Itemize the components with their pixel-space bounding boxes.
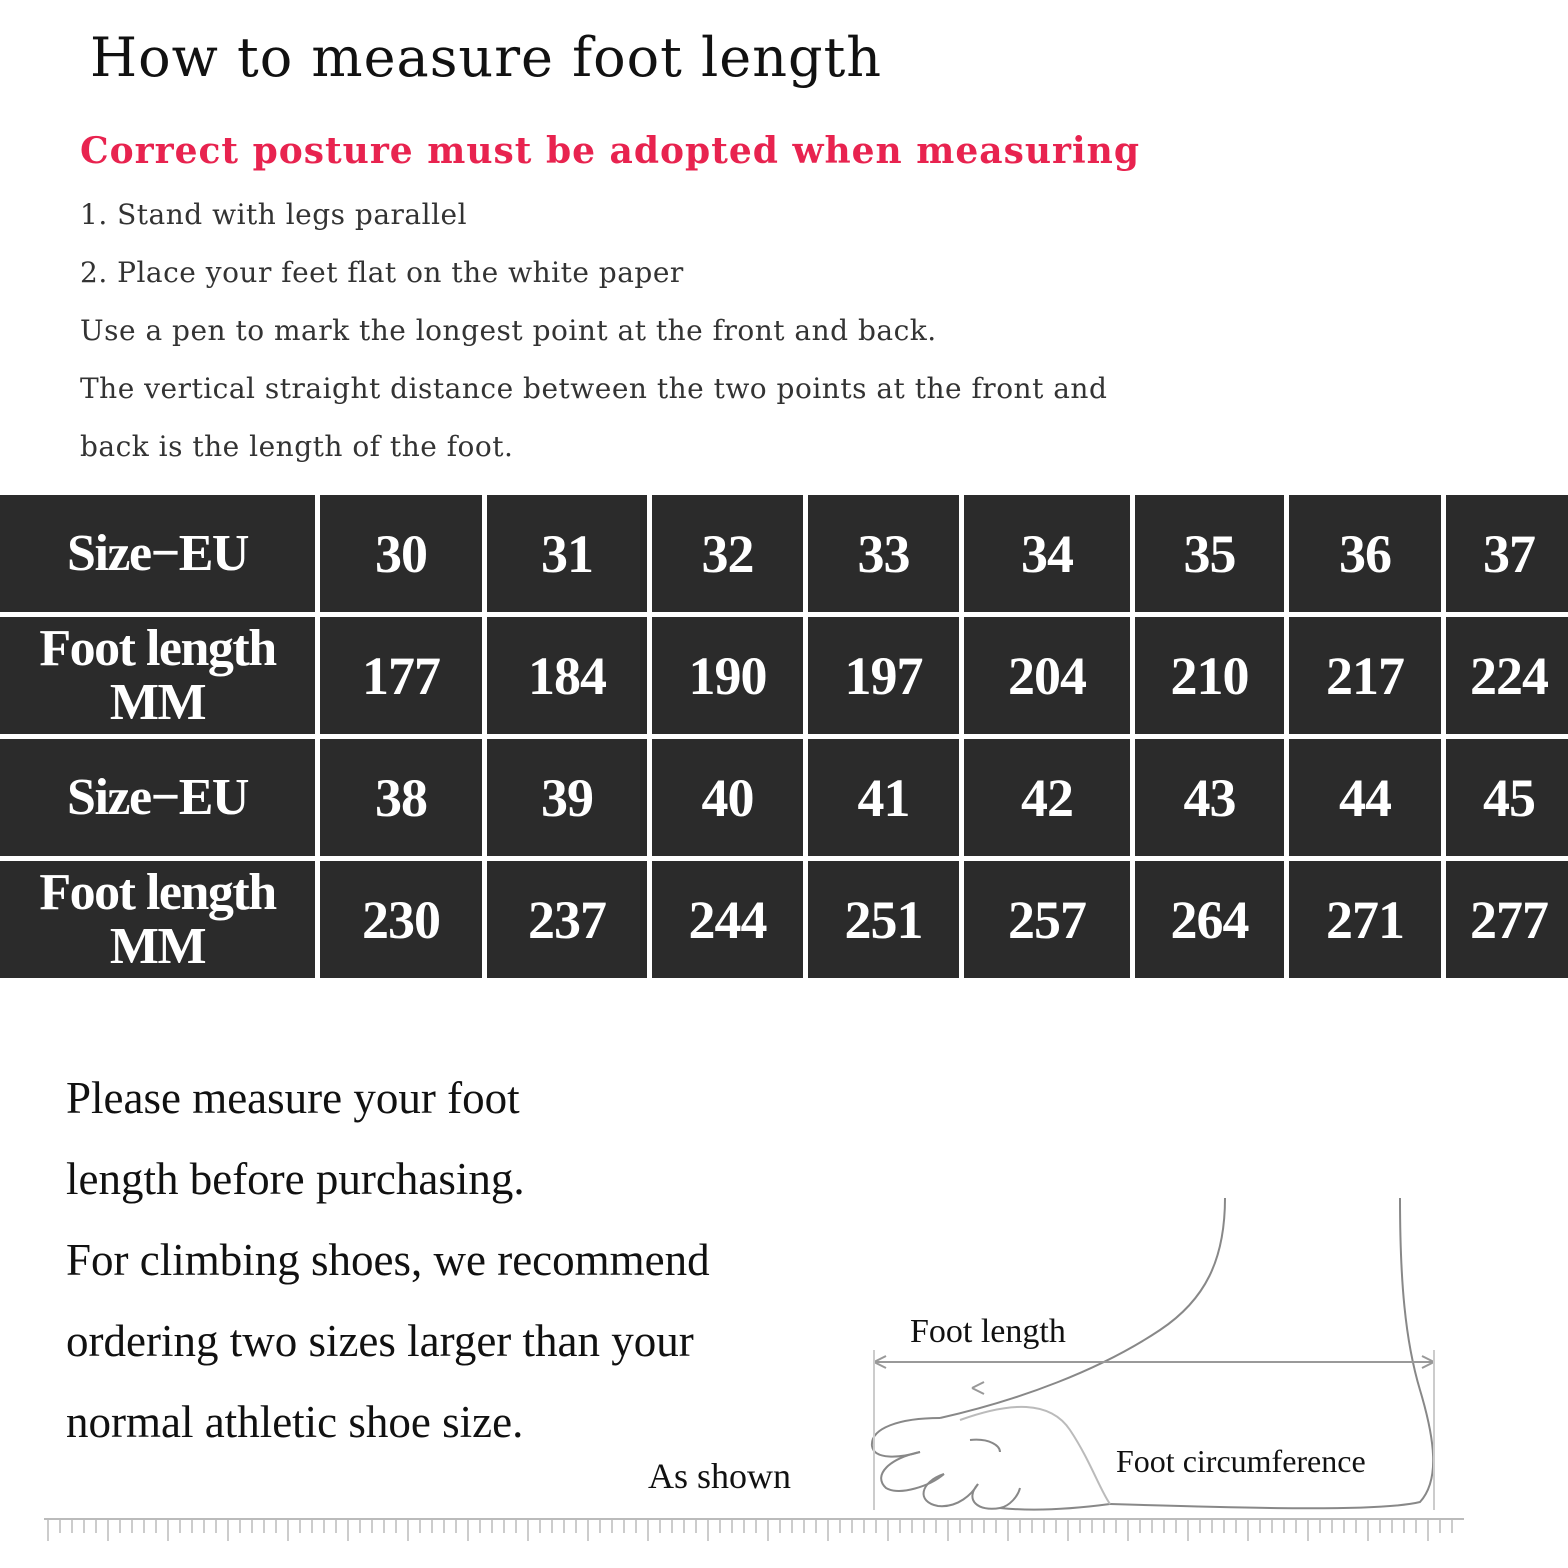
size-cell: 33 bbox=[808, 495, 959, 612]
note-line-3: For climbing shoes, we recommend bbox=[66, 1235, 710, 1285]
length-cell: 244 bbox=[652, 861, 803, 978]
size-row-2 bbox=[0, 739, 1568, 856]
length-row-2 bbox=[0, 861, 1568, 978]
length-cell: 177 bbox=[320, 617, 482, 734]
note-line-2: length before purchasing. bbox=[66, 1154, 525, 1204]
size-cell: 35 bbox=[1135, 495, 1284, 612]
length-cell: 271 bbox=[1289, 861, 1441, 978]
size-eu-label: Size−EU bbox=[0, 739, 315, 856]
size-eu-label: Size−EU bbox=[0, 495, 315, 612]
length-cell: 264 bbox=[1135, 861, 1284, 978]
foot-length-label-line2: MM bbox=[109, 917, 206, 975]
length-cell: 184 bbox=[487, 617, 647, 734]
foot-length-diagram-label: Foot length bbox=[910, 1313, 1066, 1350]
size-cell: 42 bbox=[964, 739, 1130, 856]
size-cell: 34 bbox=[964, 495, 1130, 612]
length-cell: 217 bbox=[1289, 617, 1441, 734]
size-cell: 45 bbox=[1446, 739, 1568, 856]
ruler-graphic bbox=[44, 1505, 1464, 1545]
foot-circumference-label: Foot circumference bbox=[1116, 1443, 1366, 1479]
length-cell: 237 bbox=[487, 861, 647, 978]
size-row-1 bbox=[0, 495, 1568, 612]
length-row-1 bbox=[0, 617, 1568, 734]
size-cell: 39 bbox=[487, 739, 647, 856]
length-cell: 197 bbox=[808, 617, 959, 734]
step-4: The vertical straight distance between the two points at the front and bbox=[80, 372, 1108, 405]
foot-length-label-line1: Foot length bbox=[39, 619, 276, 677]
length-cell: 204 bbox=[964, 617, 1130, 734]
size-cell: 43 bbox=[1135, 739, 1284, 856]
size-cell: 38 bbox=[320, 739, 482, 856]
foot-length-label-line2: MM bbox=[109, 673, 206, 731]
step-5: back is the length of the foot. bbox=[80, 430, 514, 463]
foot-length-label-line1: Foot length bbox=[39, 863, 276, 921]
foot-length-label bbox=[0, 617, 315, 734]
size-chart-table bbox=[0, 490, 1568, 983]
length-cell: 230 bbox=[320, 861, 482, 978]
size-cell: 41 bbox=[808, 739, 959, 856]
note-line-4: ordering two sizes larger than your bbox=[66, 1316, 694, 1366]
size-cell: 30 bbox=[320, 495, 482, 612]
step-2: 2. Place your feet flat on the white paper bbox=[80, 256, 684, 289]
note-line-5: normal athletic shoe size. bbox=[66, 1397, 524, 1447]
posture-subtitle: Correct posture must be adopted when measuring bbox=[80, 130, 1140, 172]
size-cell: 36 bbox=[1289, 495, 1441, 612]
size-cell: 44 bbox=[1289, 739, 1441, 856]
step-3: Use a pen to mark the longest point at the front and back. bbox=[80, 314, 937, 347]
foot-outline-icon bbox=[860, 1190, 1460, 1520]
foot-length-label bbox=[0, 861, 315, 978]
note-line-1: Please measure your foot bbox=[66, 1073, 520, 1123]
size-cell: 40 bbox=[652, 739, 803, 856]
length-cell: 257 bbox=[964, 861, 1130, 978]
size-cell: 31 bbox=[487, 495, 647, 612]
size-cell: 32 bbox=[652, 495, 803, 612]
length-cell: 251 bbox=[808, 861, 959, 978]
length-cell: 224 bbox=[1446, 617, 1568, 734]
as-shown-caption: As shown bbox=[648, 1456, 792, 1496]
page-title: How to measure foot length bbox=[90, 26, 883, 89]
size-cell: 37 bbox=[1446, 495, 1568, 612]
length-cell: 210 bbox=[1135, 617, 1284, 734]
length-cell: 277 bbox=[1446, 861, 1568, 978]
step-1: 1. Stand with legs parallel bbox=[80, 198, 468, 231]
length-cell: 190 bbox=[652, 617, 803, 734]
